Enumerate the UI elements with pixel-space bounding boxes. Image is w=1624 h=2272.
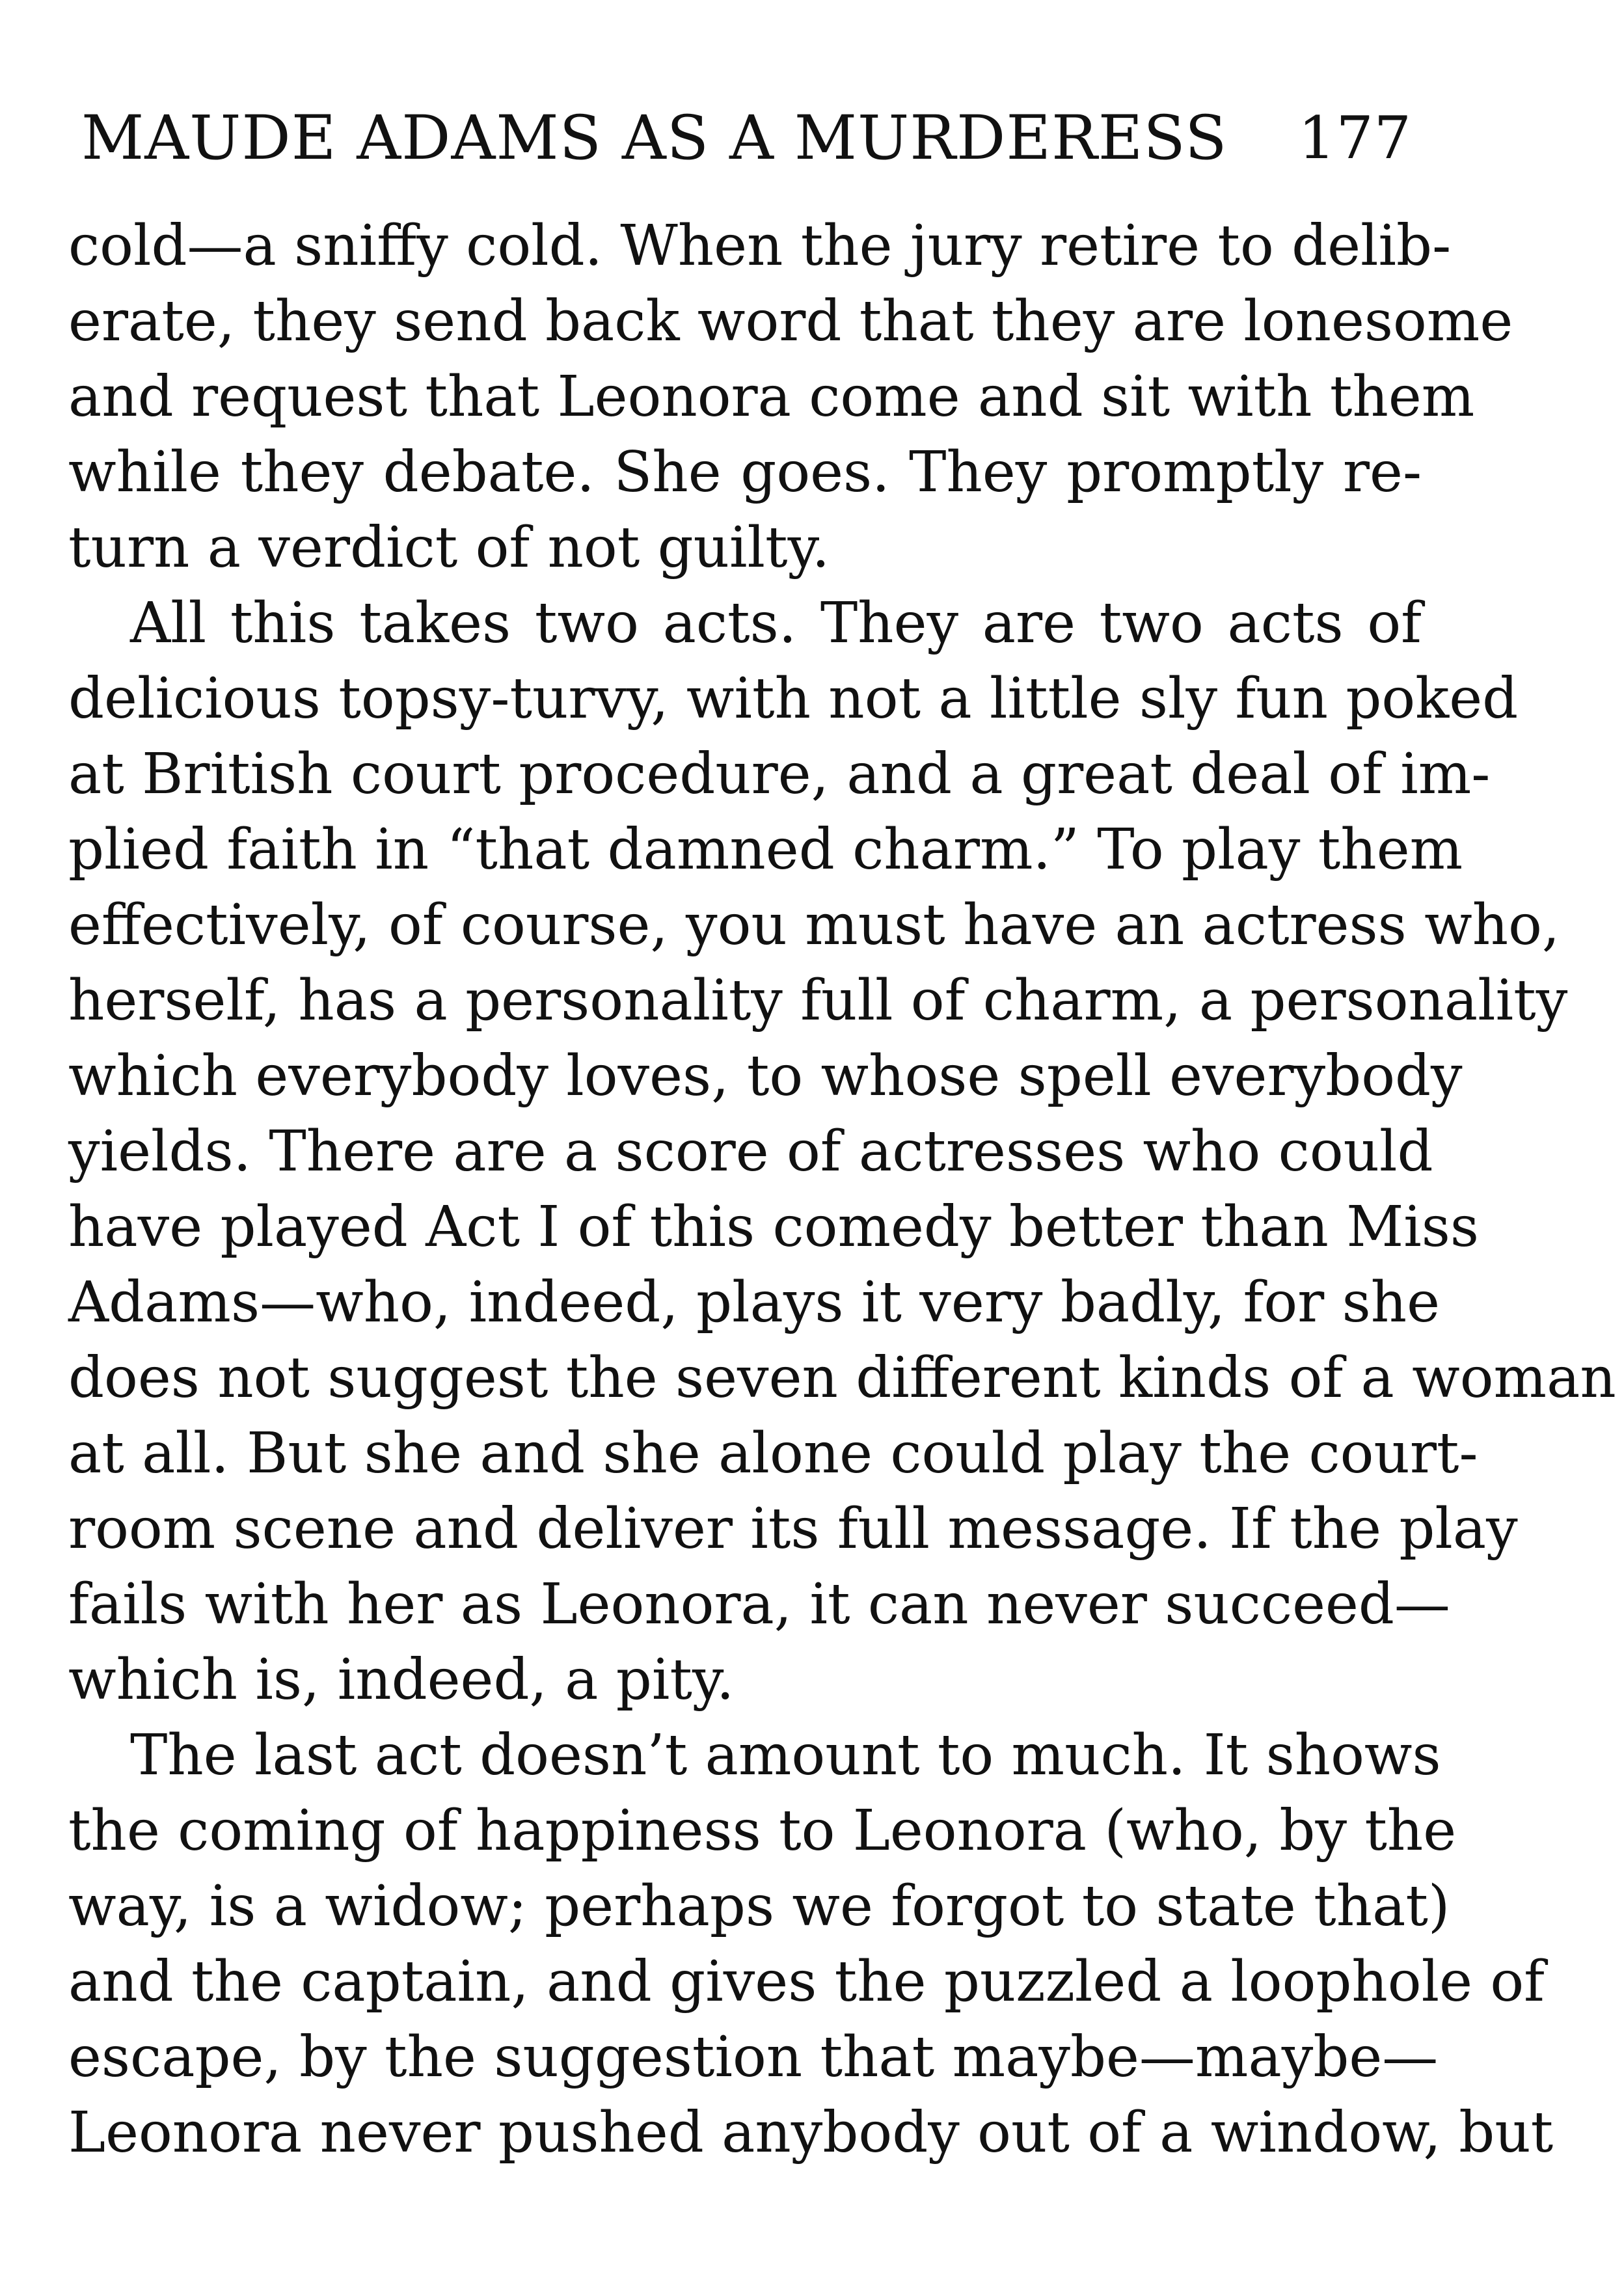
text-line: the coming of happiness to Leonora (who, by the [68,1798,1457,1863]
paragraph-2 [68,586,1616,1718]
paragraph-3 [68,1718,1554,2171]
text-line: erate, they send back word that they are lonesome [68,289,1513,354]
text-line: which everybody loves, to whose spell everybody [68,1044,1463,1109]
body-text [68,208,1616,2171]
text-line: at British court procedure, and a great deal of im- [68,742,1491,807]
text-line: Adams—who, indeed, plays it very badly, for she [68,1270,1441,1335]
text-line: escape, by the suggestion that maybe—maybe— [68,2025,1439,2090]
running-title: MAUDE ADAMS AS A MURDERESS [81,103,1228,174]
text-line: plied faith in “that damned charm.” To play them [68,817,1463,882]
text-line: have played Act I of this comedy better than Miss [68,1195,1480,1260]
text-line: fails with her as Leonora, it can never succeed— [68,1572,1450,1637]
text-line: which is, indeed, a pity. [68,1647,735,1712]
page-number: 177 [1298,104,1412,172]
page-header [81,96,1412,181]
text-line: at all. But she and she alone could play the court- [68,1421,1478,1486]
text-line: yields. There are a score of actresses who could [68,1119,1433,1184]
text-line: effectively, of course, you must have an actress who, [68,893,1560,958]
text-line: delicious topsy-turvy, with not a little sly fun poked [68,666,1519,731]
text-line: while they debate. She goes. They promptly re- [68,440,1422,505]
text-line: herself, has a personality full of charm, a personality [68,968,1568,1033]
text-line: room scene and deliver its full message. If the play [68,1496,1518,1562]
text-line: The last act doesn’t amount to much. It shows [130,1723,1441,1788]
text-line: turn a verdict of not guilty. [68,515,830,580]
text-line: Leonora never pushed anybody out of a window, but [68,2100,1554,2165]
text-line: does not suggest the seven different kinds of a woman [68,1346,1616,1411]
text-line: All this takes two acts. They are two acts of [130,591,1422,656]
text-line: way, is a widow; perhaps we forgot to state that) [68,1874,1450,1939]
text-line: cold—a sniffy cold. When the jury retire to delib- [68,213,1452,278]
text-line: and request that Leonora come and sit with them [68,364,1475,429]
text-line: and the captain, and gives the puzzled a loophole of [68,1949,1545,2014]
paragraph-1 [68,208,1513,586]
